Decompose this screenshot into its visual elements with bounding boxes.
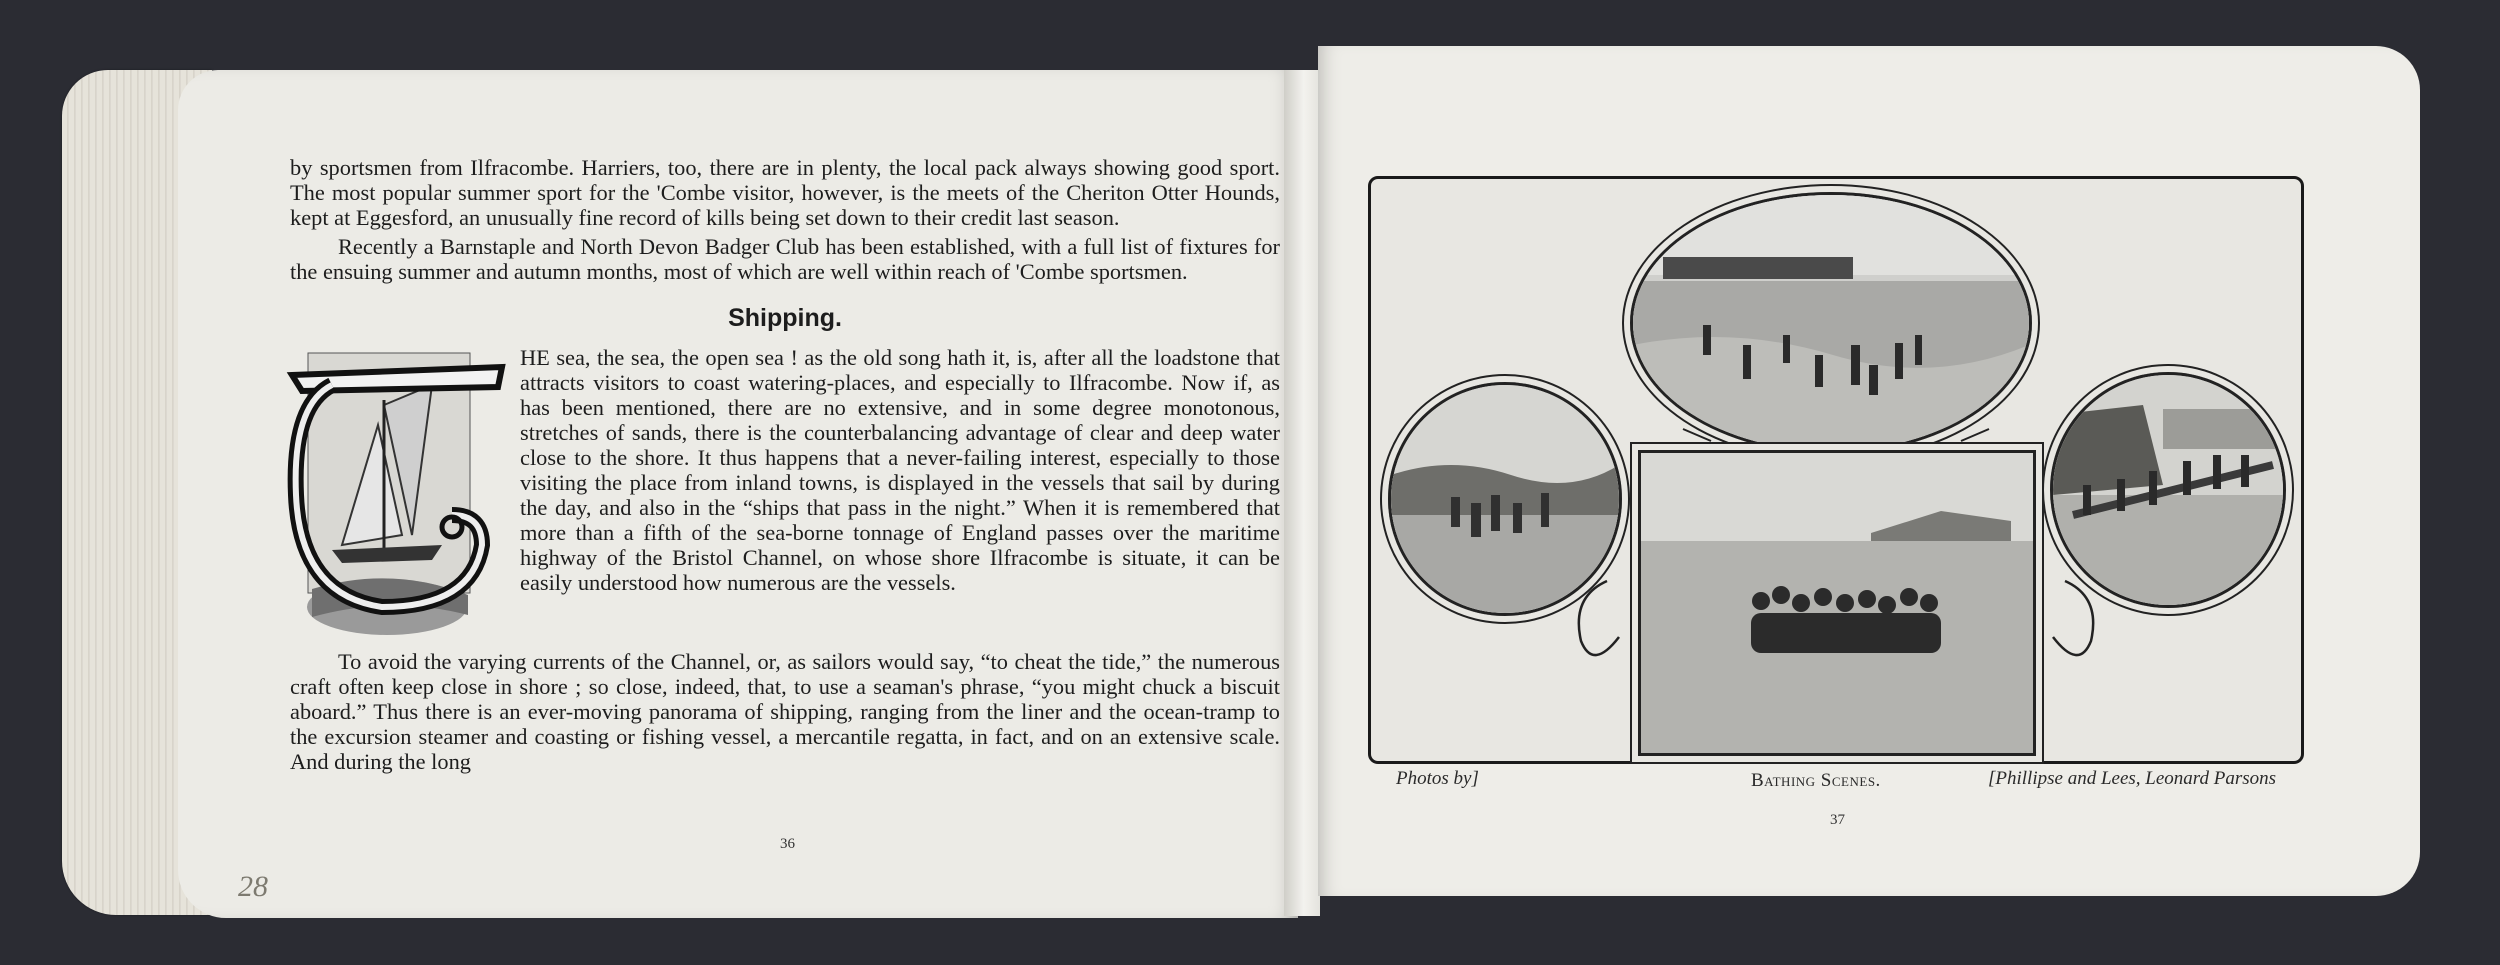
paragraph-channel-currents: To avoid the varying currents of the Channel, or, as sailors would say, “to cheat the tide,” the numerous craft often keep close in shore ; so close, indeed, that, to use a seaman's phrase, “you might chuck a biscuit aboard.” Thus there is an ever-moving panorama of shipping, ranging from the liner and the ocean-tramp to the excursion steamer and coasting or fishing vessel, a mercantile regatta, in fact, and on an extensive scale. And during the long	[290, 649, 1280, 774]
left-page-text	[290, 155, 1280, 774]
right-page-number: 37	[1830, 812, 1845, 828]
book-gutter	[1284, 70, 1320, 916]
photo-credit: [Phillipse and Lees, Leonard Parsons	[1988, 768, 2276, 789]
pencil-annotation: 28	[238, 870, 268, 903]
photo-bathers-group	[1638, 450, 2036, 756]
photo-bathers-left	[1388, 382, 1622, 616]
section-heading: Shipping.	[728, 304, 842, 332]
paragraph-sportsmen: by sportsmen from Ilfracombe. Harriers, too, there are in plenty, the local pack always showing good sport. The most popular summer sport for the 'Combe visitor, however, is the meets of the Cheriton Otter Hounds, kept at Eggesford, an unusually fine record of kills being set down to their credit last season.	[290, 155, 1280, 230]
photo-credit-prefix: Photos by]	[1396, 768, 1479, 789]
decorative-initial-t-icon	[272, 345, 512, 645]
photo-caption-row	[1396, 768, 2276, 798]
photo-bathers-pier	[1630, 192, 2032, 454]
photo-bathers-right	[2050, 372, 2286, 608]
paragraph-shipping: HE sea, the sea, the open sea ! as the old song hath it, is, after all the loadstone that attracts visitors to coast watering-places, and especially to Ilfracombe. Now if, as has been mentioned, there are no extensive, and in some degree monotonous, stretches of sands, there is the counterbalancing advantage of clear and deep water close to the shore. It thus happens that a never-failing interest, especially to those visiting the place from inland towns, is displayed in the vessels that sail by during the day, and also in the “ships that pass in the night.” When it is remembered that more than a fifth of the sea-borne tonnage of England passes over the maritime highway of the Bristol Channel, on whose shore Ilfracombe is situate, it can be easily understood how numerous are the vessels.	[520, 345, 1280, 595]
photo-caption: Bathing Scenes.	[1751, 770, 1881, 791]
left-page-number: 36	[780, 836, 795, 852]
paragraph-badger-club: Recently a Barnstaple and North Devon Badger Club has been established, with a full list of fixtures for the ensuing summer and autumn months, most of which are well within reach of 'Combe sportsmen.	[290, 234, 1280, 284]
